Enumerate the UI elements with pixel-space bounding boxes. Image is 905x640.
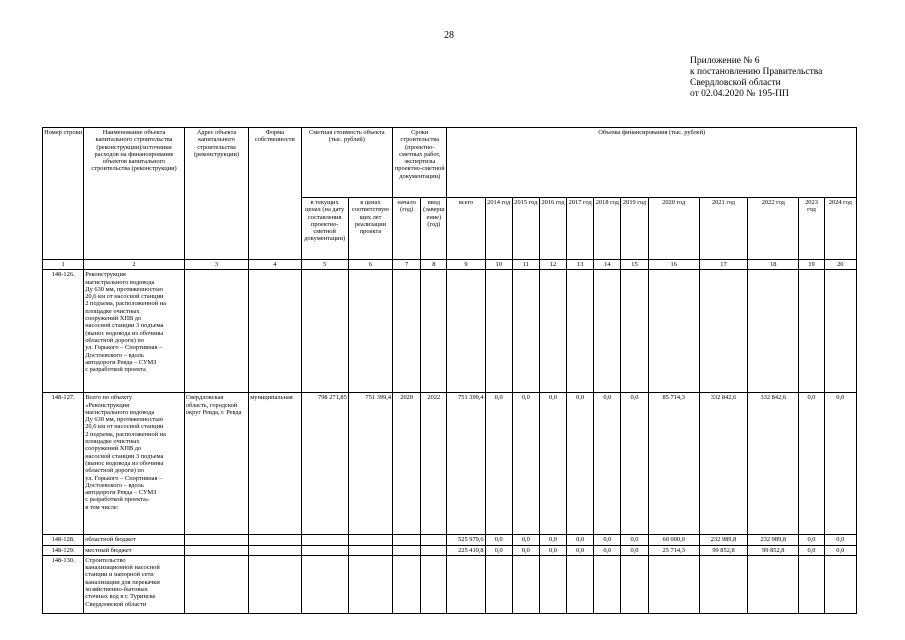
value-2023: 0,0	[799, 535, 824, 545]
header-volume-group: Объемы финансирования (тыс. рублей)	[447, 128, 857, 198]
header-total: всего	[447, 198, 485, 260]
value-2016: 0,0	[539, 535, 566, 545]
col-number: 20	[824, 260, 856, 270]
table-row	[43, 270, 857, 393]
value-2021: 99 852,8	[699, 545, 747, 555]
appendix-line-2: к постановлению Правительства	[690, 67, 823, 77]
appendix-heading	[690, 56, 822, 100]
appendix-line-4: от 02.04.2020 № 195-ПП	[690, 89, 789, 99]
value-2023: 0,0	[799, 545, 824, 555]
value-2014: 0,0	[485, 535, 512, 545]
value-2024: 0,0	[824, 545, 856, 555]
value-2023: 0,0	[799, 393, 824, 535]
value-2022: 332 842,6	[748, 393, 799, 535]
value-2019: 0,0	[621, 393, 648, 535]
col-number: 6	[348, 260, 392, 270]
object-name: областной бюджет	[84, 535, 185, 545]
header-address: Адрес объекта капитального строительства (реконструкции)	[184, 128, 248, 260]
value-2018: 0,0	[594, 535, 621, 545]
col-number: 2	[84, 260, 185, 270]
row-number: 148-127.	[43, 393, 84, 535]
header-year-2016: 2016 год	[539, 198, 566, 260]
column-number-row	[43, 260, 857, 270]
header-year-2023: 2023 год	[799, 198, 824, 260]
value-2014: 0,0	[485, 545, 512, 555]
page-number: 28	[444, 30, 454, 41]
ownership: муниципальная	[249, 393, 301, 535]
header-row-1	[43, 128, 857, 198]
object-name: Строительство канализационной насосной станции и напорной сети канализации для перекачки хозяйственно-бытовых сточных вод в г. Туринске Свердловской области	[84, 555, 185, 613]
header-year-2017: 2017 год	[567, 198, 594, 260]
header-end-year: ввод (завершение) (год)	[421, 198, 447, 260]
value-2015: 0,0	[512, 535, 539, 545]
appendix-line-3: Свердловской области	[690, 78, 781, 88]
value-2017: 0,0	[567, 393, 594, 535]
col-number: 11	[512, 260, 539, 270]
header-period-group: Сроки строительства (проектно-сметных работ, экспертизы проектно-сметной документации)	[393, 128, 447, 198]
financing-table	[42, 127, 857, 614]
cost-current: 798 271,85	[301, 393, 348, 535]
col-number: 19	[799, 260, 824, 270]
value-2017: 0,0	[567, 545, 594, 555]
col-number: 15	[621, 260, 648, 270]
value-2022: 99 852,8	[748, 545, 799, 555]
header-row-number: Номер строки	[43, 128, 84, 260]
row-number: 148-128.	[43, 535, 84, 545]
total-value: 225 419,8	[447, 545, 485, 555]
col-number: 9	[447, 260, 485, 270]
start-year: 2020	[393, 393, 421, 535]
value-2020: 60 000,0	[648, 535, 699, 545]
table-row	[43, 393, 857, 535]
value-2017: 0,0	[567, 535, 594, 545]
header-year-2024: 2024 год	[824, 198, 856, 260]
value-2021: 232 989,8	[699, 535, 747, 545]
end-year: 2022	[421, 393, 447, 535]
cost-expected: 751 399,4	[348, 393, 392, 535]
header-year-2022: 2022 год	[748, 198, 799, 260]
table-row	[43, 555, 857, 613]
value-2014: 0,0	[485, 393, 512, 535]
header-cost-current: в текущих ценах (на дату составления проектно-сметной документации)	[301, 198, 348, 260]
col-number: 3	[184, 260, 248, 270]
value-2024: 0,0	[824, 535, 856, 545]
value-2024: 0,0	[824, 393, 856, 535]
appendix-line-1: Приложение № 6	[690, 56, 760, 66]
value-2016: 0,0	[539, 393, 566, 535]
value-2015: 0,0	[512, 393, 539, 535]
row-number: 148-126.	[43, 270, 84, 393]
col-number: 4	[249, 260, 301, 270]
row-number: 148-130.	[43, 555, 84, 613]
col-number: 18	[748, 260, 799, 270]
value-2016: 0,0	[539, 545, 566, 555]
col-number: 5	[301, 260, 348, 270]
value-2018: 0,0	[594, 393, 621, 535]
table-row	[43, 535, 857, 545]
value-2021: 332 842,6	[699, 393, 747, 535]
row-number: 148-129.	[43, 545, 84, 555]
header-year-2018: 2018 год	[594, 198, 621, 260]
col-number: 1	[43, 260, 84, 270]
header-year-2021: 2021 год	[699, 198, 747, 260]
value-2019: 0,0	[621, 535, 648, 545]
col-number: 16	[648, 260, 699, 270]
col-number: 13	[567, 260, 594, 270]
header-year-2015: 2015 год	[512, 198, 539, 260]
col-number: 8	[421, 260, 447, 270]
table-row	[43, 545, 857, 555]
header-object-name: Наименование объекта капитального строительства (реконструкции)/источники расходов на финансирование объектов капитального строительства (реконструкции)	[84, 128, 185, 260]
col-number: 14	[594, 260, 621, 270]
object-name: Всего по объекту «Реконструкция магистрального водовода Ду 630 мм, протяженностью 20,6 км от насосной станции 2 подъема, расположенной на площадке очистных сооружений ХПВ до насосной станции 3 подъема (вынос водовода из обочины областной дороги) по ул. Горького – Спортивная – Достоевского – вдоль автодороги Ревда – СУМЗ с разработкой проекта» в том числе:	[84, 393, 185, 535]
header-year-2014: 2014 год	[485, 198, 512, 260]
header-year-2019: 2019 год	[621, 198, 648, 260]
object-name: местный бюджет	[84, 545, 185, 555]
total-value: 751 399,4	[447, 393, 485, 535]
value-2022: 232 989,8	[748, 535, 799, 545]
header-cost-group: Сметная стоимость объекта (тыс. рублей)	[301, 128, 393, 198]
value-2019: 0,0	[621, 545, 648, 555]
col-number: 12	[539, 260, 566, 270]
header-cost-expected: в ценах соответствующих лет реализации проекта	[348, 198, 392, 260]
value-2018: 0,0	[594, 545, 621, 555]
header-start-year: начало (год)	[393, 198, 421, 260]
total-value: 525 979,6	[447, 535, 485, 545]
col-number: 10	[485, 260, 512, 270]
object-address: Свердловская область, городской округ Ревда, г. Ревда	[184, 393, 248, 535]
col-number: 7	[393, 260, 421, 270]
header-ownership: Форма собственности	[249, 128, 301, 260]
value-2020: 85 714,3	[648, 393, 699, 535]
header-year-2020: 2020 год	[648, 198, 699, 260]
value-2015: 0,0	[512, 545, 539, 555]
object-name: Реконструкция магистрального водовода Ду 630 мм, протяженностью 20,6 км от насосной станции 2 подъема, расположенной на площадке очистных сооружений ХПВ до насосной станции 3 подъема (вынос водовода из обочины областной дороги) по ул. Горького – Спортивная – Достоевского – вдоль автодороги Ревда – СУМЗ с разработкой проекта	[84, 270, 185, 393]
col-number: 17	[699, 260, 747, 270]
value-2020: 25 714,3	[648, 545, 699, 555]
